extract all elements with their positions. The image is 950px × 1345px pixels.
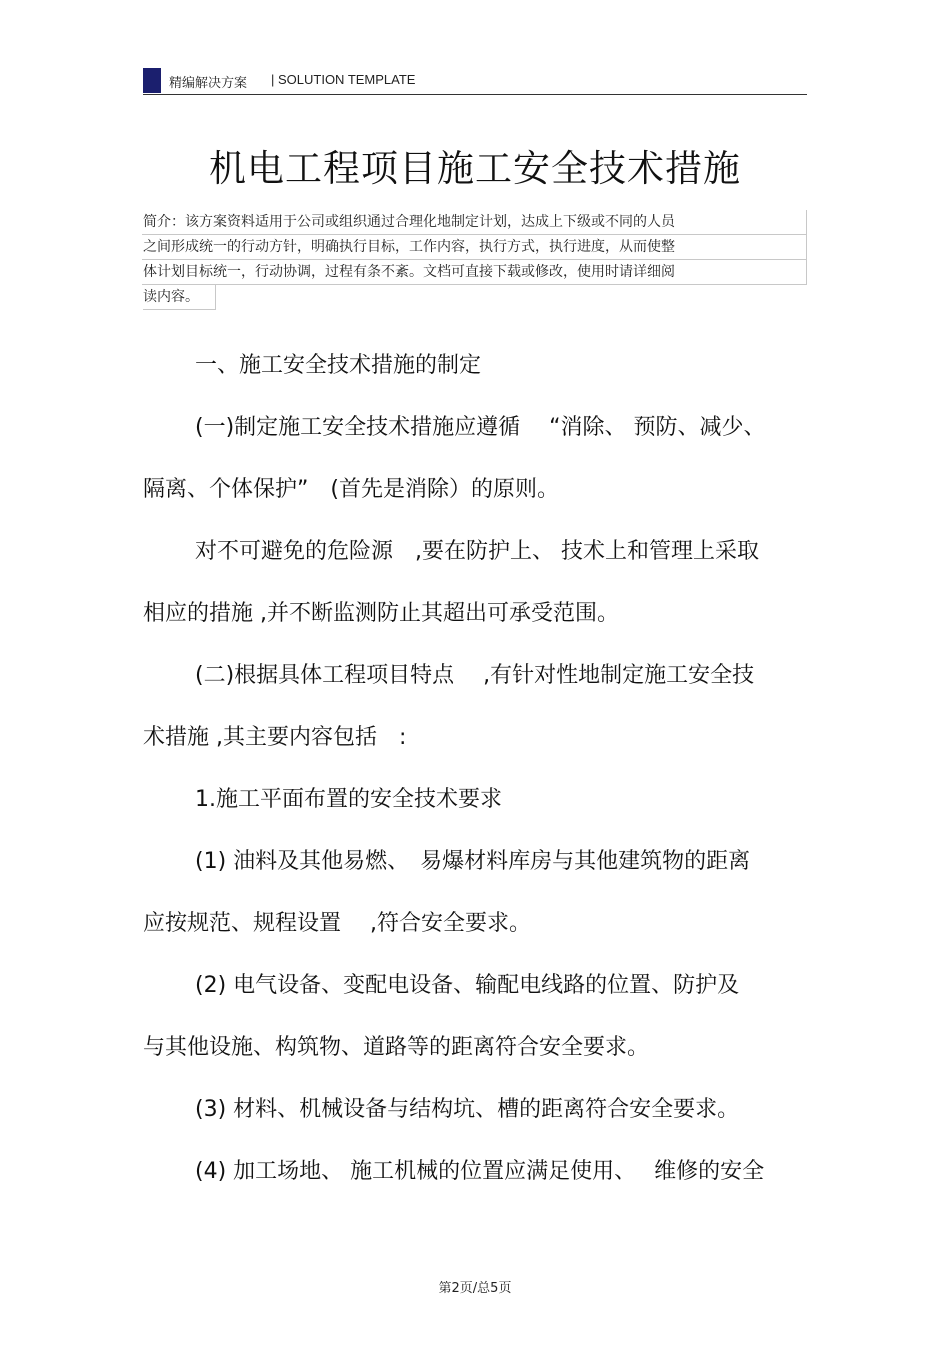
summary-box xyxy=(143,210,807,310)
template-label: | SOLUTION TEMPLATE xyxy=(271,72,416,87)
paragraph-line: 对不可避免的危险源 ,要在防护上、 技术上和管理上采取 xyxy=(195,539,759,564)
section-heading: 一、施工安全技术措施的制定 xyxy=(195,353,482,378)
paragraph-line: (4) 加工场地、 施工机械的位置应满足使用、 维修的安全 xyxy=(195,1159,765,1184)
paragraph-line: 与其他设施、构筑物、道路等的距离符合安全要求。 xyxy=(143,1035,650,1060)
page-header xyxy=(143,66,807,95)
paragraph-line: 隔离、个体保护” (首先是消除）的原则。 xyxy=(143,477,559,502)
summary-text: 体计划目标统一，行动协调，过程有条不紊。文档可直接下载或修改，使用时请详细阅 xyxy=(143,264,675,280)
summary-line xyxy=(143,285,807,310)
summary-line xyxy=(143,210,807,235)
summary-frame xyxy=(143,285,216,310)
summary-frame xyxy=(142,210,807,235)
summary-frame xyxy=(142,235,807,260)
paragraph-line: 术措施 ,其主要内容包括 : xyxy=(143,725,407,750)
summary-text: 之间形成统一的行动方针，明确执行目标，工作内容，执行方式，执行进度，从而使整 xyxy=(143,239,675,255)
paragraph-line: 相应的措施 ,并不断监测防止其超出可承受范围。 xyxy=(143,601,619,626)
paragraph-line: (2) 电气设备、变配电设备、输配电线路的位置、防护及 xyxy=(195,973,740,998)
page-number: 第2页/总5页 xyxy=(438,1281,512,1296)
paragraph-line: (3) 材料、机械设备与结构坑、槽的距离符合安全要求。 xyxy=(195,1097,740,1122)
paragraph-line: (1) 油料及其他易燃、 易爆材料库房与其他建筑物的距离 xyxy=(195,849,751,874)
paragraph-line: (一)制定施工安全技术措施应遵循 “消除、 预防、减少、 xyxy=(195,415,766,440)
subsection-heading: 1.施工平面布置的安全技术要求 xyxy=(195,787,502,812)
paragraph-line: (二)根据具体工程项目特点 ,有针对性地制定施工安全技 xyxy=(195,663,755,688)
summary-text: 简介：该方案资料适用于公司或组织通过合理化地制定计划，达成上下级或不同的人员 xyxy=(143,214,675,230)
logo-icon xyxy=(143,68,161,93)
summary-line xyxy=(143,260,807,285)
summary-text: 读内容。 xyxy=(143,289,199,305)
summary-line xyxy=(143,235,807,260)
paragraph-line: 应按规范、规程设置 ,符合安全要求。 xyxy=(143,911,531,936)
document-title: 机电工程项目施工安全技术措施 xyxy=(209,147,741,190)
document-body xyxy=(143,335,803,1203)
summary-frame xyxy=(142,260,807,285)
brand-label: 精编解决方案 xyxy=(169,76,248,91)
